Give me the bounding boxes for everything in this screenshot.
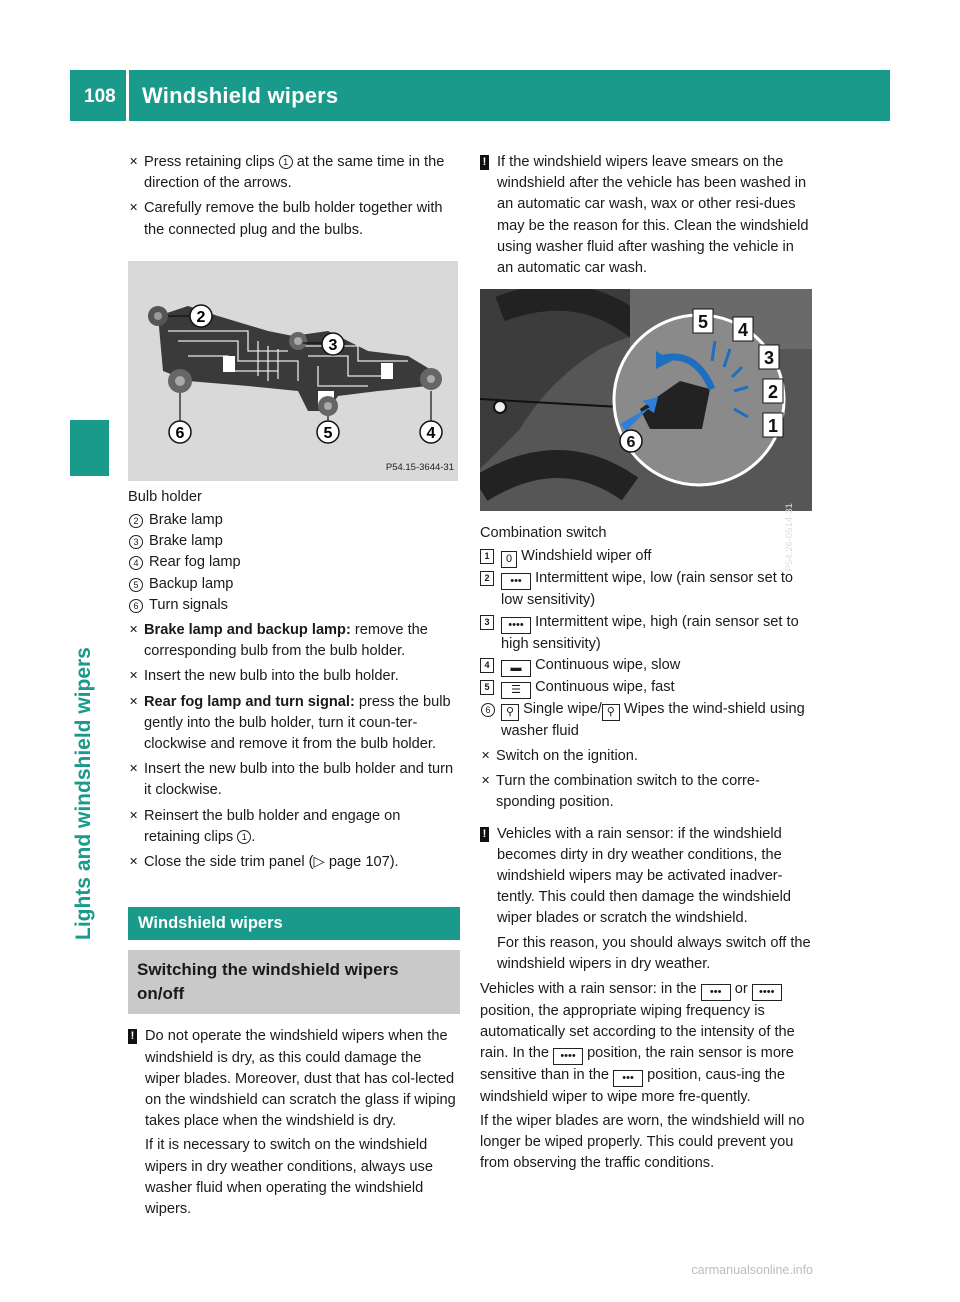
legend-item: 6 ⚲ Single wipe/ ⚲ Wipes the wind-shield using washer fluid [480,699,812,742]
legend-item: 3 Brake lamp [128,531,460,552]
subsection-heading: Switching the windshield wipers on/off [128,950,460,1014]
figure2-callout: 4 [737,320,749,341]
figure-caption: Combination switch [480,525,607,542]
legend-item: 4 Rear fog lamp [128,552,460,573]
step-item: ✕ Close the side trim panel (▷ page 107). [128,852,460,873]
figure1-callout: 3 [328,336,338,354]
figure-caption: Bulb holder [128,488,202,505]
step-item: ✕ Switch on the ignition. [480,746,812,767]
callout-1-icon: 1 [279,155,293,169]
callout-1-icon: 1 [237,830,251,844]
continuous-fast-icon: ☰ [501,682,531,699]
step-arrow-icon: ✕ [481,775,491,788]
step-arrow-icon: ✕ [129,156,139,168]
washer-fluid-icon: ⚲ [602,704,620,721]
warning-icon: ! [480,155,489,170]
left-column [128,152,460,1224]
right-column [480,152,812,1176]
step-arrow-icon: ✕ [129,856,139,869]
step-item: ✕ Insert the new bulb into the bulb holder. [128,666,460,687]
combination-switch-illustration [480,289,812,511]
side-chapter-label: Lights and windshield wipers [72,647,95,940]
wiper-off-icon: 0 [501,551,517,568]
figure1-callout: 6 [175,424,185,442]
figure1-callout: 2 [196,308,206,326]
figure2-callout: 2 [767,382,779,403]
page-reference-link[interactable]: ▷ [313,854,325,871]
figure2-callout: 3 [763,348,775,369]
page-title: Windshield wipers [142,83,339,108]
step-item: ✕ Brake lamp and backup lamp: remove the corresponding bulb from the bulb holder. [129,622,428,660]
legend-item: 2 Brake lamp [128,510,460,531]
step-arrow-icon: ✕ [481,750,491,763]
warning-block: ! Do not operate the windshield wipers when the windshield is dry, as this could damage the wiper blades. Moreover, dust that has col-lected on the windshield can scratch the glass if wiping takes place when the windshield is dry. If it is necessary to switch on the windshield wipers in dry weather conditions, always use washer fluid when operating the windshield wipers. [128,1026,460,1220]
body-paragraph: If the wiper blades are worn, the windshield will no longer be wiped properly. This could prevent you from observing the traffic conditions. [480,1112,805,1172]
step-item: ✕ Turn the combination switch to the corre-sponding position. [481,773,760,811]
step-item: ✕ Reinsert the bulb holder and engage on retaining clips 1 . [129,807,401,845]
legend-item: 3 •••• Intermittent wipe, high (rain sensor set to high sensitivity) [480,612,812,655]
page-number: 108 [84,86,116,107]
figure-code: P54.15-3644-31 [385,461,454,473]
step-arrow-icon: ✕ [129,202,139,215]
figure-code: P54.26-0514-31 [783,503,795,572]
legend-item: 5 Backup lamp [128,574,460,595]
legend-item: 5 ☰ Continuous wipe, fast [480,677,812,699]
side-tab-marker [70,420,109,476]
legend-item: 4 ▬ Continuous wipe, slow [480,655,812,677]
page-header [70,70,890,121]
continuous-slow-icon: ▬ [501,660,531,677]
legend-item: 2 ••• Intermittent wipe, low (rain sensor set to low sensitivity) [480,568,812,611]
figure1-callout: 4 [426,424,436,442]
warning-block: ! If the windshield wipers leave smears on the windshield after the vehicle has been washed in an automatic car wash, wax or other resi-dues may be the reason for this. Clean the windshield using washer fluid after washing the vehicle in an automatic car wash. [480,152,812,279]
figure2-callout: 5 [697,312,709,333]
footer-watermark: carmanualsonline.info [691,1263,813,1277]
figure1-callout: 5 [323,424,333,442]
warning-block: ! Vehicles with a rain sensor: if the windshield becomes dirty in dry weather conditions, the windshield wipers may be activated inadver-tently. This could then damage the windshield wiper blades or scratch the windshield. For this reason, you should always switch off the windshield wipers in dry weather. [480,824,812,975]
step-item: ✕ Insert the new bulb into the bulb holder and turn it clockwise. [129,761,454,799]
intermittent-high-icon: •••• [501,617,531,634]
warning-icon: ! [480,827,489,842]
step-arrow-icon: ✕ [129,670,139,683]
step-item: ✕ Rear fog lamp and turn signal: press the bulb gently into the bulb holder, turn it coun-ter-clockwise and remove it from the bulb holder. [129,693,451,753]
step-arrow-icon: ✕ [129,624,139,637]
section-heading: Windshield wipers [128,907,460,940]
step-arrow-icon: ✕ [129,695,139,708]
step-item: ✕ Carefully remove the bulb holder together with the connected plug and the bulbs. [129,200,443,238]
single-wipe-icon: ⚲ [501,704,519,721]
figure2-callout: 1 [767,416,779,437]
legend-item: 1 0 Windshield wiper off [480,546,812,568]
intermittent-low-icon: ••• [501,573,531,590]
step-arrow-icon: ✕ [129,763,139,776]
step-item: ✕ Press retaining clips 1 at the same time in the direction of the arrows. [129,154,445,192]
bulb-holder-illustration [128,261,458,481]
legend-item: 6 Turn signals [128,595,460,616]
bulb-holder-figure [128,261,458,481]
body-paragraph: Vehicles with a rain sensor: in the ••• or •••• position, the appropriate wiping frequency is automatically set according to the intensity of the rain. In the •••• position, the rain sensor is more sensitive than in the ••• position, caus-ing the windshield wiper to wipe more fre-quently. [480,981,795,1106]
figure2-callout: 6 [626,434,636,452]
warning-icon: ! [128,1029,137,1044]
header-divider [126,70,129,121]
step-arrow-icon: ✕ [129,809,139,822]
